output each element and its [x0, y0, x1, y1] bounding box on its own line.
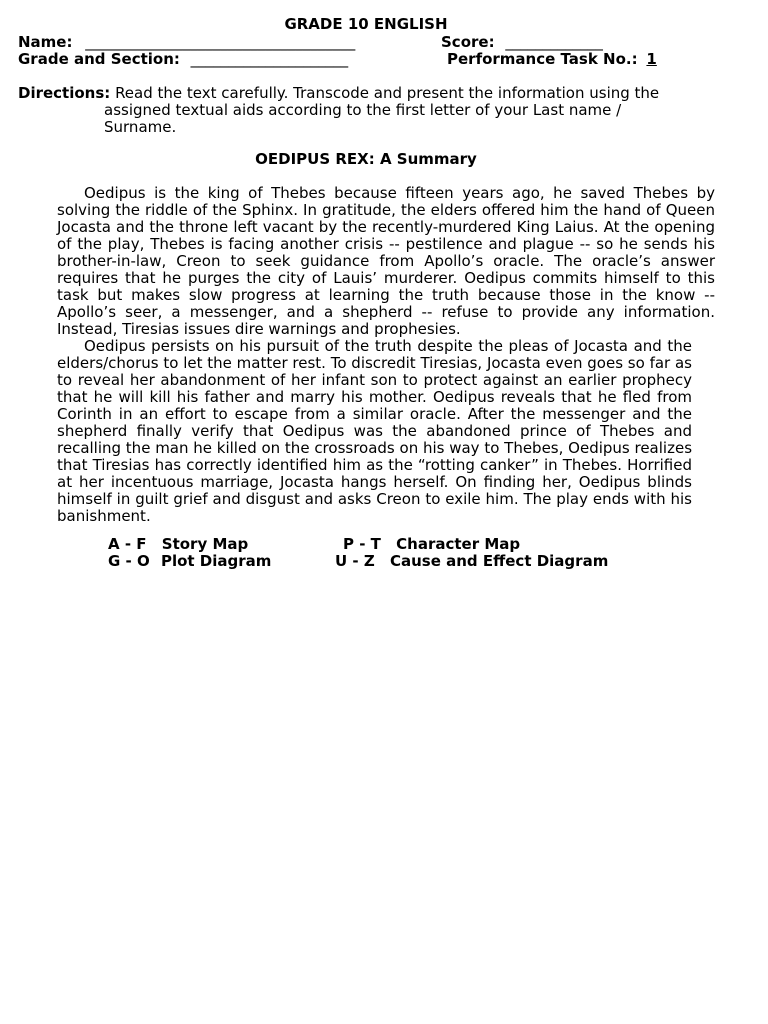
- performance-task-field: [447, 51, 657, 68]
- performance-task-label: Performance Task No.:: [447, 50, 638, 68]
- assignment-range: G - O: [108, 552, 150, 570]
- directions-label: Directions:: [18, 84, 111, 102]
- assignment-item: [108, 536, 248, 553]
- name-score-row: [18, 34, 738, 51]
- performance-task-number: 1: [646, 50, 657, 68]
- assignment-range: U - Z: [335, 552, 375, 570]
- directions-text-line3: Surname.: [104, 118, 177, 136]
- assignment-item: [343, 536, 520, 553]
- grade-section-label: Grade and Section:: [18, 50, 180, 68]
- summary-paragraph-1: Oedipus is the king of Thebes because fifteen years ago, he saved Thebes by solving the riddle of the Sphinx. In gratitude, the elders offered him the hand of Queen Jocasta and the throne left vacant by the recently-murdered King Laius. At the opening of the play, Thebes is facing another crisis -- pestilence and plague -- so he sends his brother-in-law, Creon to seek guidance from Apollo’s oracle. The oracle’s answer requires that he purges the city of Lauis’ murderer. Oedipus commits himself to this task but makes slow progress at learning the truth because those in the know -- Apollo’s seer, a messenger, and a shepherd -- refuse to provide any information. Instead, Tiresias issues dire warnings and prophesies.: [57, 184, 715, 338]
- directions-text-line1: Read the text carefully. Transcode and present the information using the: [115, 84, 660, 102]
- assignment-range: P - T: [343, 535, 381, 553]
- assignment-item: [108, 553, 271, 570]
- summary-paragraph-2: Oedipus persists on his pursuit of the truth despite the pleas of Jocasta and the elders/chorus to let the matter rest. To discredit Tiresias, Jocasta even goes so far as to reveal her abandonment of her infant son to protect against an earlier prophecy that he will kill his father and marry his mother. Oedipus reveals that he fled from Corinth in an effort to escape from a similar oracle. After the messenger and the shepherd finally verify that Oedipus was the abandoned prince of Thebes and recalling the man he killed on the crossroads on his way to Thebes, Oedipus realizes that Tiresias has correctly identified him as the “rotting canker” in Thebes. Horrified at her incentuous marriage, Jocasta hangs herself. On finding her, Oedipus blinds himself in guilt grief and disgust and asks Creon to exile him. The play ends with his banishment.: [57, 337, 693, 525]
- assignment-range: A - F: [108, 535, 147, 553]
- name-label: Name:: [18, 33, 73, 51]
- summary-title: OEDIPUS REX: A Summary: [255, 150, 477, 168]
- grade-section-blank: _____________________: [190, 50, 349, 68]
- directions-text-line2: assigned textual aids according to the first letter of your Last name /: [104, 101, 622, 119]
- score-field: [441, 34, 603, 51]
- assignment-aid: Cause and Effect Diagram: [389, 552, 609, 570]
- directions: [18, 85, 708, 136]
- grade-task-row: [18, 51, 738, 68]
- assignment-item: [335, 553, 608, 570]
- assignment-aid: Story Map: [161, 535, 249, 553]
- assignment-aid: Plot Diagram: [160, 552, 272, 570]
- score-label: Score:: [441, 33, 495, 51]
- name-blank: ____________________________________: [85, 33, 356, 51]
- assignment-aid: Character Map: [396, 535, 521, 553]
- score-blank: _____________: [505, 33, 603, 51]
- worksheet-title: GRADE 10 ENGLISH: [284, 15, 448, 33]
